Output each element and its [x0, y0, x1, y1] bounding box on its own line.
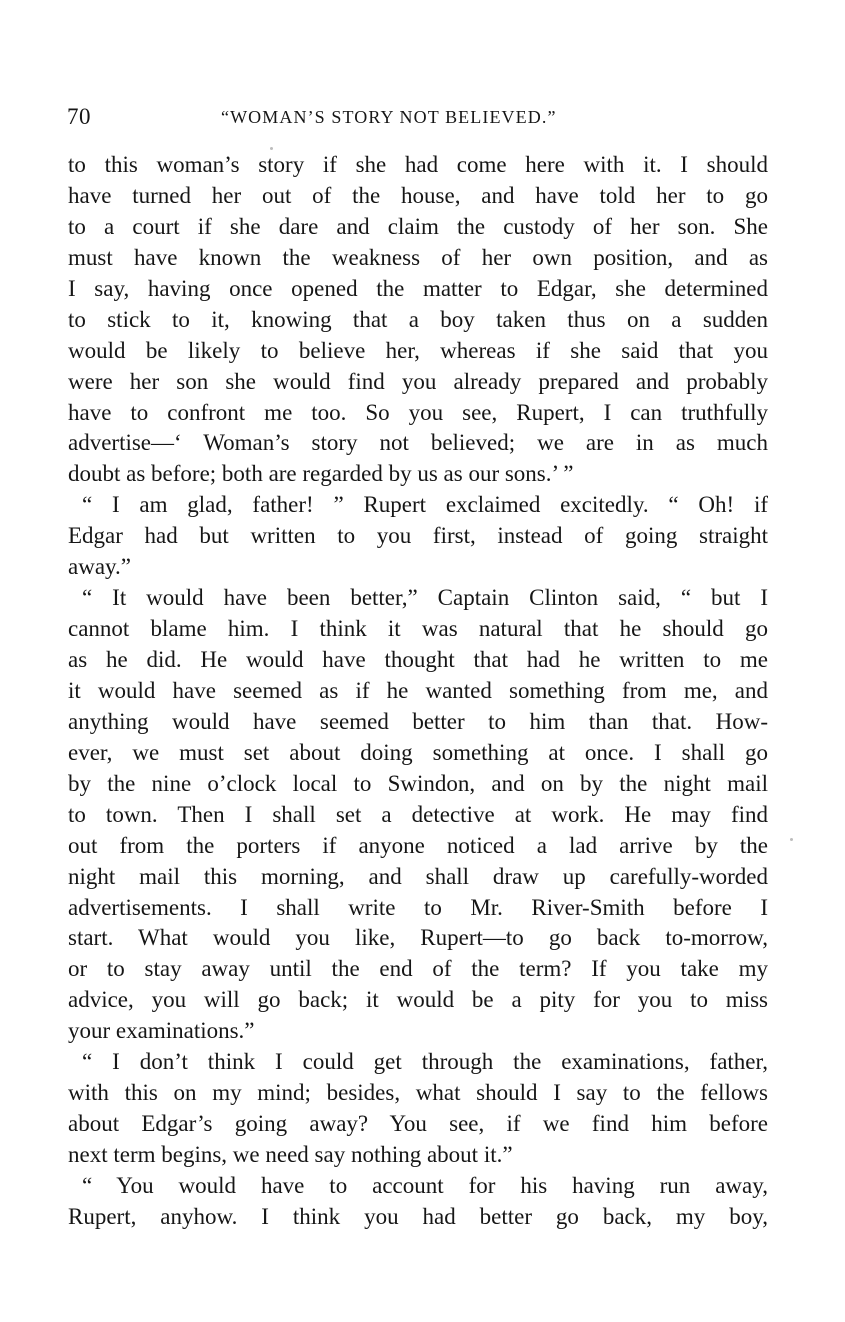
text-line: night mail this morning, and shall draw up carefully-worded: [68, 863, 768, 889]
text-line: must have known the weakness of her own position, and as: [68, 244, 768, 270]
paper-speck: [270, 147, 273, 150]
text-line: advertisements. I shall write to Mr. River-Smith before I: [68, 894, 768, 920]
running-head-title: “WOMAN’S STORY NOT BELIEVED.”: [221, 107, 557, 127]
text-line: “ You would have to account for his having run away,: [82, 1172, 768, 1198]
text-line: start. What would you like, Rupert—to go back to-morrow,: [68, 925, 768, 951]
text-line: “ It would have been better,” Captain Clinton said, “ but I: [82, 585, 768, 611]
text-line: out from the porters if anyone noticed a lad arrive by the: [68, 832, 768, 858]
text-line: your examinations.”: [68, 1018, 255, 1044]
text-line: it would have seemed as if he wanted something from me, and: [68, 677, 768, 703]
text-line: Edgar had but written to you first, instead of going straight: [68, 523, 768, 549]
text-line: Rupert, anyhow. I think you had better go back, my boy,: [68, 1203, 768, 1229]
text-line: were her son she would find you already prepared and probably: [68, 368, 768, 394]
text-line: to a court if she dare and claim the custody of her son. She: [68, 213, 768, 239]
text-line: have to confront me too. So you see, Rupert, I can truthfully: [68, 399, 768, 425]
text-line: cannot blame him. I think it was natural that he should go: [68, 616, 768, 642]
text-line: would be likely to believe her, whereas if she said that you: [68, 337, 768, 363]
text-line: ever, we must set about doing something at once. I shall go: [68, 739, 768, 765]
page-number: 70: [67, 104, 91, 129]
text-line: “ I am glad, father! ” Rupert exclaimed excitedly. “ Oh! if: [82, 492, 768, 518]
text-line: to stick to it, knowing that a boy taken thus on a sudden: [68, 306, 768, 332]
body-text: [68, 150, 768, 1233]
text-line: about Edgar’s going away? You see, if we find him before: [68, 1111, 768, 1137]
text-line: anything would have seemed better to him than that. How-: [68, 708, 768, 734]
text-line: by the nine o’clock local to Swindon, and on by the night mail: [68, 770, 768, 796]
text-line: advice, you will go back; it would be a pity for you to miss: [68, 987, 768, 1013]
paper-speck: [790, 838, 793, 841]
text-line: “ I don’t think I could get through the examinations, father,: [82, 1049, 768, 1075]
text-line: to town. Then I shall set a detective at work. He may find: [68, 801, 768, 827]
text-line: next term begins, we need say nothing about it.”: [68, 1142, 513, 1167]
text-line: to this woman’s story if she had come here with it. I should: [68, 152, 768, 177]
text-line: away.”: [68, 554, 131, 580]
text-line: with this on my mind; besides, what should I say to the fellows: [68, 1080, 768, 1106]
text-line: as he did. He would have thought that had he written to me: [68, 647, 768, 672]
text-line: advertise—‘ Woman’s story not believed; we are in as much: [68, 430, 768, 456]
text-line: I say, having once opened the matter to Edgar, she determined: [68, 275, 768, 301]
text-line: doubt as before; both are regarded by us as our sons.’ ”: [68, 461, 574, 487]
text-line: or to stay away until the end of the term? If you take my: [68, 956, 768, 982]
running-head: [67, 104, 767, 136]
text-line: have turned her out of the house, and have told her to go: [68, 182, 768, 208]
